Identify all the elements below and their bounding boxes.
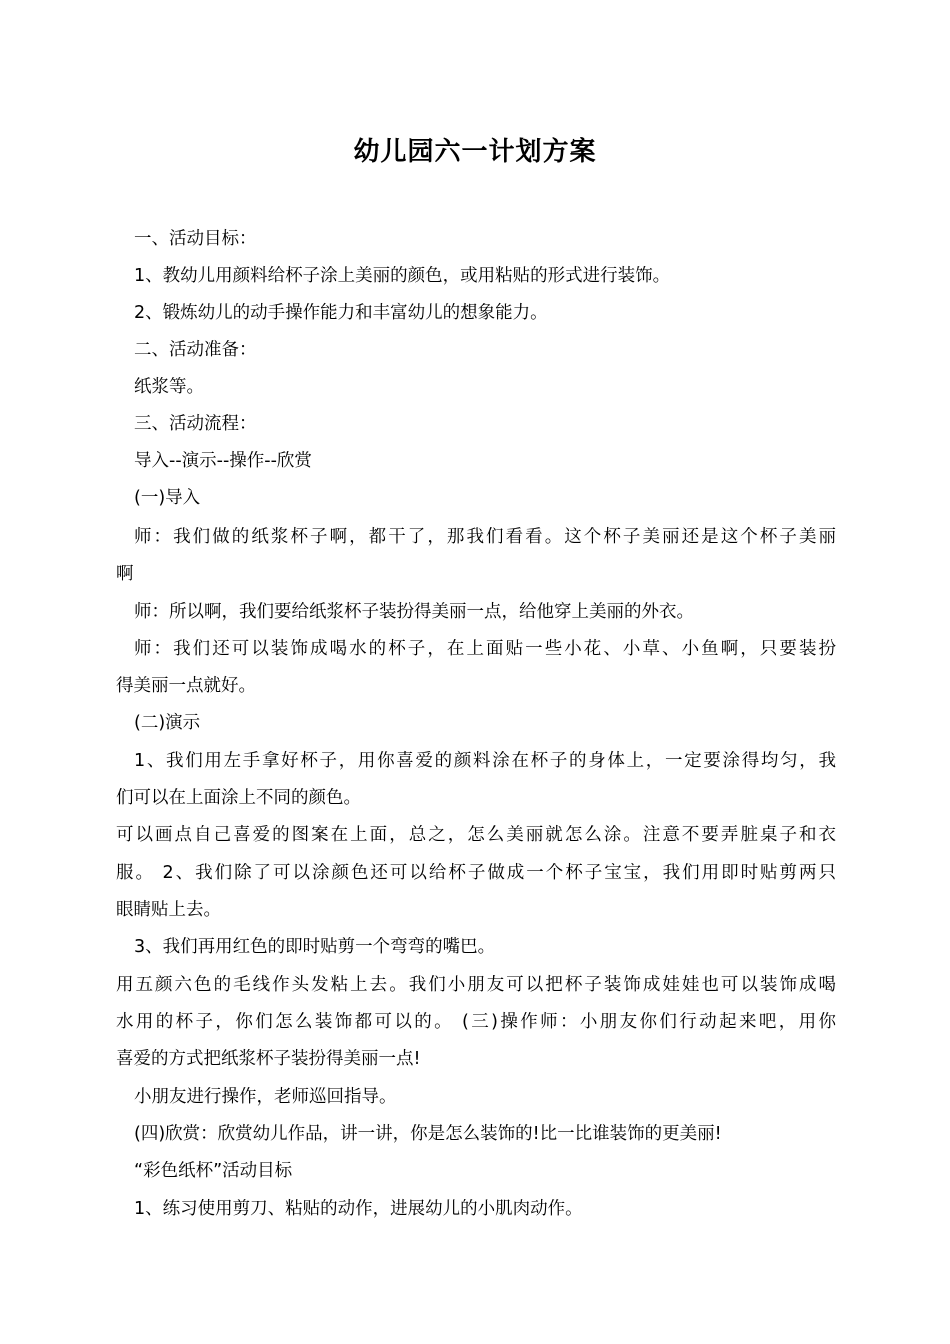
page-title: 幼儿园六一计划方案 [353, 137, 597, 167]
paragraph-line: 3、我们再用红色的即时贴剪一个弯弯的嘴巴。 [134, 937, 496, 957]
paragraph-line: 用五颜六色的毛线作头发粘上去。我们小朋友可以把杯子装饰成娃娃也可以装饰成喝 [116, 975, 836, 995]
paragraph-line: 1、练习使用剪刀、粘贴的动作，进展幼儿的小肌肉动作。 [134, 1199, 583, 1219]
paragraph-line: 纸浆等。 [134, 377, 204, 397]
heading-preparation: 二、活动准备： [134, 340, 257, 360]
paragraph-line: 可以画点自己喜爱的图案在上面，总之，怎么美丽就怎么涂。注意不要弄脏桌子和衣 [116, 825, 836, 845]
heading-goals: 一、活动目标： [134, 229, 257, 249]
heading-process: 三、活动流程： [134, 414, 257, 434]
paragraph-line: 水用的杯子，你们怎么装饰都可以的。 (三)操作师：小朋友你们行动起来吧，用你 [116, 1012, 836, 1032]
paragraph-line: 服。 2、我们除了可以涂颜色还可以给杯子做成一个杯子宝宝，我们用即时贴剪两只 [116, 863, 836, 883]
paragraph-line: 得美丽一点就好。 [116, 676, 256, 696]
paragraph-line: 师：所以啊，我们要给纸浆杯子装扮得美丽一点，给他穿上美丽的外衣。 [134, 602, 694, 622]
paragraph-line: 啊 [116, 564, 134, 584]
paragraph-line: 导入--演示--操作--欣赏 [134, 451, 312, 471]
subheading-colored-cup: “彩色纸杯”活动目标 [134, 1161, 293, 1181]
subheading-demo: (二)演示 [134, 713, 201, 733]
paragraph-line: 师：我们还可以装饰成喝水的杯子，在上面贴一些小花、小草、小鱼啊，只要装扮 [134, 639, 836, 659]
paragraph-line: 1、我们用左手拿好杯子，用你喜爱的颜料涂在杯子的身体上，一定要涂得均匀，我 [134, 751, 836, 771]
subheading-appreciation: (四)欣赏：欣赏幼儿作品，讲一讲，你是怎么装饰的!比一比谁装饰的更美丽! [134, 1124, 722, 1144]
paragraph-line: 师：我们做的纸浆杯子啊，都干了，那我们看看。这个杯子美丽还是这个杯子美丽 [134, 527, 836, 547]
paragraph-line: 喜爱的方式把纸浆杯子装扮得美丽一点! [116, 1049, 421, 1069]
paragraph-line: 1、教幼儿用颜料给杯子涂上美丽的颜色，或用粘贴的形式进行装饰。 [134, 266, 671, 286]
subheading-intro: (一)导入 [134, 488, 201, 508]
paragraph-line: 眼睛贴上去。 [116, 900, 221, 920]
paragraph-line: 们可以在上面涂上不同的颜色。 [116, 788, 361, 808]
paragraph-line: 2、锻炼幼儿的动手操作能力和丰富幼儿的想象能力。 [134, 303, 548, 323]
paragraph-line: 小朋友进行操作，老师巡回指导。 [134, 1087, 397, 1107]
